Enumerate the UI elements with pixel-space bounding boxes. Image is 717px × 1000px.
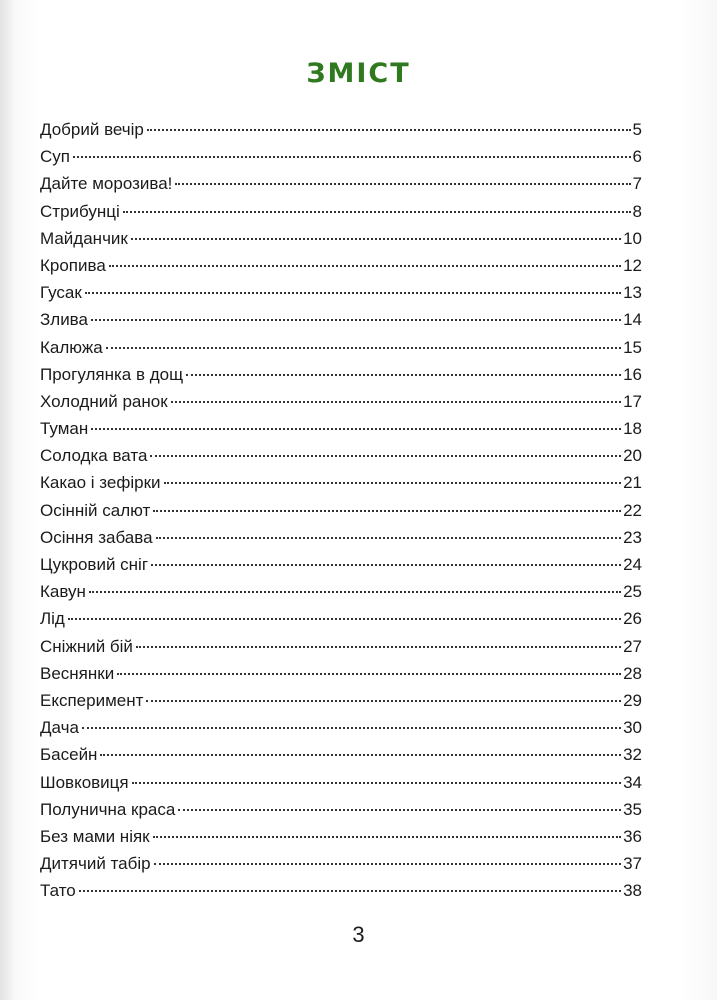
toc-entry — [40, 361, 642, 388]
toc-entry-title: Цукровий сніг — [40, 555, 149, 574]
dot-leader — [68, 618, 621, 620]
dot-leader — [146, 700, 621, 702]
toc-entry-title: Холодний ранок — [40, 391, 168, 411]
toc-entry — [40, 225, 642, 252]
toc-entry-title: Басейн — [40, 745, 98, 765]
dot-leader — [171, 401, 621, 403]
dot-leader — [153, 836, 621, 838]
toc-entry-page: 37 — [623, 854, 642, 874]
toc-entry-page: 36 — [623, 826, 642, 846]
dot-leader — [89, 591, 621, 593]
toc-entry-title: Какао і зефірки — [40, 473, 161, 493]
dot-leader — [151, 564, 621, 566]
toc-entry-page: 20 — [623, 446, 642, 466]
toc-entry-page: 13 — [623, 283, 642, 303]
dot-leader — [123, 211, 631, 213]
toc-entry — [40, 334, 642, 361]
toc-entry-page: 18 — [623, 419, 642, 439]
toc-entry-title: Осіння забава — [40, 527, 153, 547]
toc-entry — [40, 306, 642, 333]
toc-entry-page: 27 — [623, 636, 642, 656]
table-of-contents — [40, 116, 642, 904]
toc-entry-page: 23 — [623, 527, 642, 547]
toc-entry — [40, 497, 642, 524]
dot-leader — [79, 890, 621, 892]
toc-entry-title: Сніжний бій — [40, 636, 133, 656]
toc-entry — [40, 551, 642, 578]
dot-leader — [150, 455, 621, 457]
toc-entry-page: 35 — [623, 799, 642, 819]
toc-entry-page: 30 — [623, 718, 642, 738]
toc-entry-title: Кавун — [40, 582, 86, 602]
toc-entry-page: 34 — [623, 772, 642, 792]
toc-entry — [40, 442, 642, 469]
toc-entry — [40, 769, 642, 796]
toc-entry-page: 21 — [623, 473, 642, 493]
toc-entry-page: 29 — [623, 690, 642, 710]
toc-entry-title: Калюжа — [40, 337, 103, 357]
toc-entry-page: 8 — [632, 201, 642, 221]
dot-leader — [117, 673, 621, 675]
dot-leader — [73, 156, 631, 158]
toc-entry-title: Дача — [40, 718, 79, 738]
toc-entry-page: 6 — [632, 147, 642, 167]
dot-leader — [131, 238, 621, 240]
toc-entry — [40, 116, 642, 143]
toc-entry-title: Прогулянка в дощ — [40, 364, 184, 384]
toc-entry-page: 22 — [623, 500, 642, 520]
dot-leader — [106, 347, 621, 349]
toc-entry — [40, 741, 642, 768]
dot-leader — [100, 754, 621, 756]
toc-entry-page: 28 — [623, 663, 642, 683]
dot-leader — [186, 374, 621, 376]
toc-entry — [40, 823, 642, 850]
toc-entry-title: Лід — [40, 609, 65, 629]
dot-leader — [153, 510, 621, 512]
toc-entry-page: 32 — [623, 745, 642, 765]
toc-entry-title: Осінній салют — [40, 500, 151, 520]
toc-entry-title: Тато — [40, 881, 76, 901]
toc-entry-title: Майданчик — [40, 228, 128, 248]
toc-entry-page: 17 — [623, 391, 642, 411]
toc-entry-title: Полунична краса — [40, 799, 176, 819]
toc-entry-title: Стрибунці — [40, 201, 120, 221]
toc-entry — [40, 279, 642, 306]
toc-entry-title: Кропива — [40, 255, 106, 275]
dot-leader — [132, 782, 621, 784]
toc-entry — [40, 605, 642, 632]
toc-entry-title: Добрий вечір — [40, 120, 144, 139]
toc-entry — [40, 796, 642, 823]
toc-entry-page: 12 — [623, 255, 642, 275]
toc-entry-page: 14 — [623, 310, 642, 330]
toc-entry-title: Суп — [40, 147, 70, 167]
toc-entry-title: Веснянки — [40, 663, 115, 683]
toc-entry-page: 24 — [623, 555, 642, 574]
dot-leader — [147, 129, 631, 131]
toc-entry — [40, 388, 642, 415]
dot-leader — [136, 646, 621, 648]
dot-leader — [178, 809, 621, 811]
dot-leader — [164, 482, 622, 484]
toc-entry — [40, 633, 642, 660]
toc-entry-page: 10 — [623, 228, 642, 248]
toc-entry — [40, 578, 642, 605]
toc-entry — [40, 170, 642, 197]
toc-entry-page: 16 — [623, 364, 642, 384]
toc-entry-title: Злива — [40, 310, 88, 330]
dot-leader — [91, 319, 621, 321]
dot-leader — [85, 292, 621, 294]
toc-entry-page: 5 — [632, 120, 642, 139]
toc-entry-title: Солодка вата — [40, 446, 148, 466]
toc-entry — [40, 714, 642, 741]
toc-entry-title: Туман — [40, 419, 89, 439]
toc-entry-title: Гусак — [40, 283, 82, 303]
toc-entry — [40, 415, 642, 442]
toc-entry — [40, 877, 642, 904]
toc-entry — [40, 687, 642, 714]
toc-entry — [40, 252, 642, 279]
dot-leader — [154, 863, 621, 865]
toc-entry — [40, 469, 642, 496]
toc-entry-page: 26 — [623, 609, 642, 629]
toc-entry — [40, 850, 642, 877]
contents-title: ЗМІСТ — [306, 58, 411, 89]
dot-leader — [109, 265, 621, 267]
page-binding-shadow — [0, 0, 14, 1000]
toc-entry — [40, 524, 642, 551]
toc-entry-page: 38 — [623, 881, 642, 901]
toc-entry-title: Дитячий табір — [40, 854, 151, 874]
toc-entry-page: 25 — [623, 582, 642, 602]
dot-leader — [175, 183, 630, 185]
dot-leader — [82, 727, 621, 729]
toc-entry-title: Експеримент — [40, 690, 144, 710]
toc-entry — [40, 143, 642, 170]
dot-leader — [156, 537, 622, 539]
toc-entry — [40, 660, 642, 687]
toc-entry — [40, 198, 642, 225]
dot-leader — [91, 428, 621, 430]
toc-entry-title: Дайте морозива! — [40, 174, 173, 194]
toc-entry-title: Без мами ніяк — [40, 826, 150, 846]
toc-entry-page: 15 — [623, 337, 642, 357]
page-number: 3 — [352, 922, 365, 947]
toc-entry-title: Шовковиця — [40, 772, 129, 792]
toc-entry-page: 7 — [632, 174, 642, 194]
